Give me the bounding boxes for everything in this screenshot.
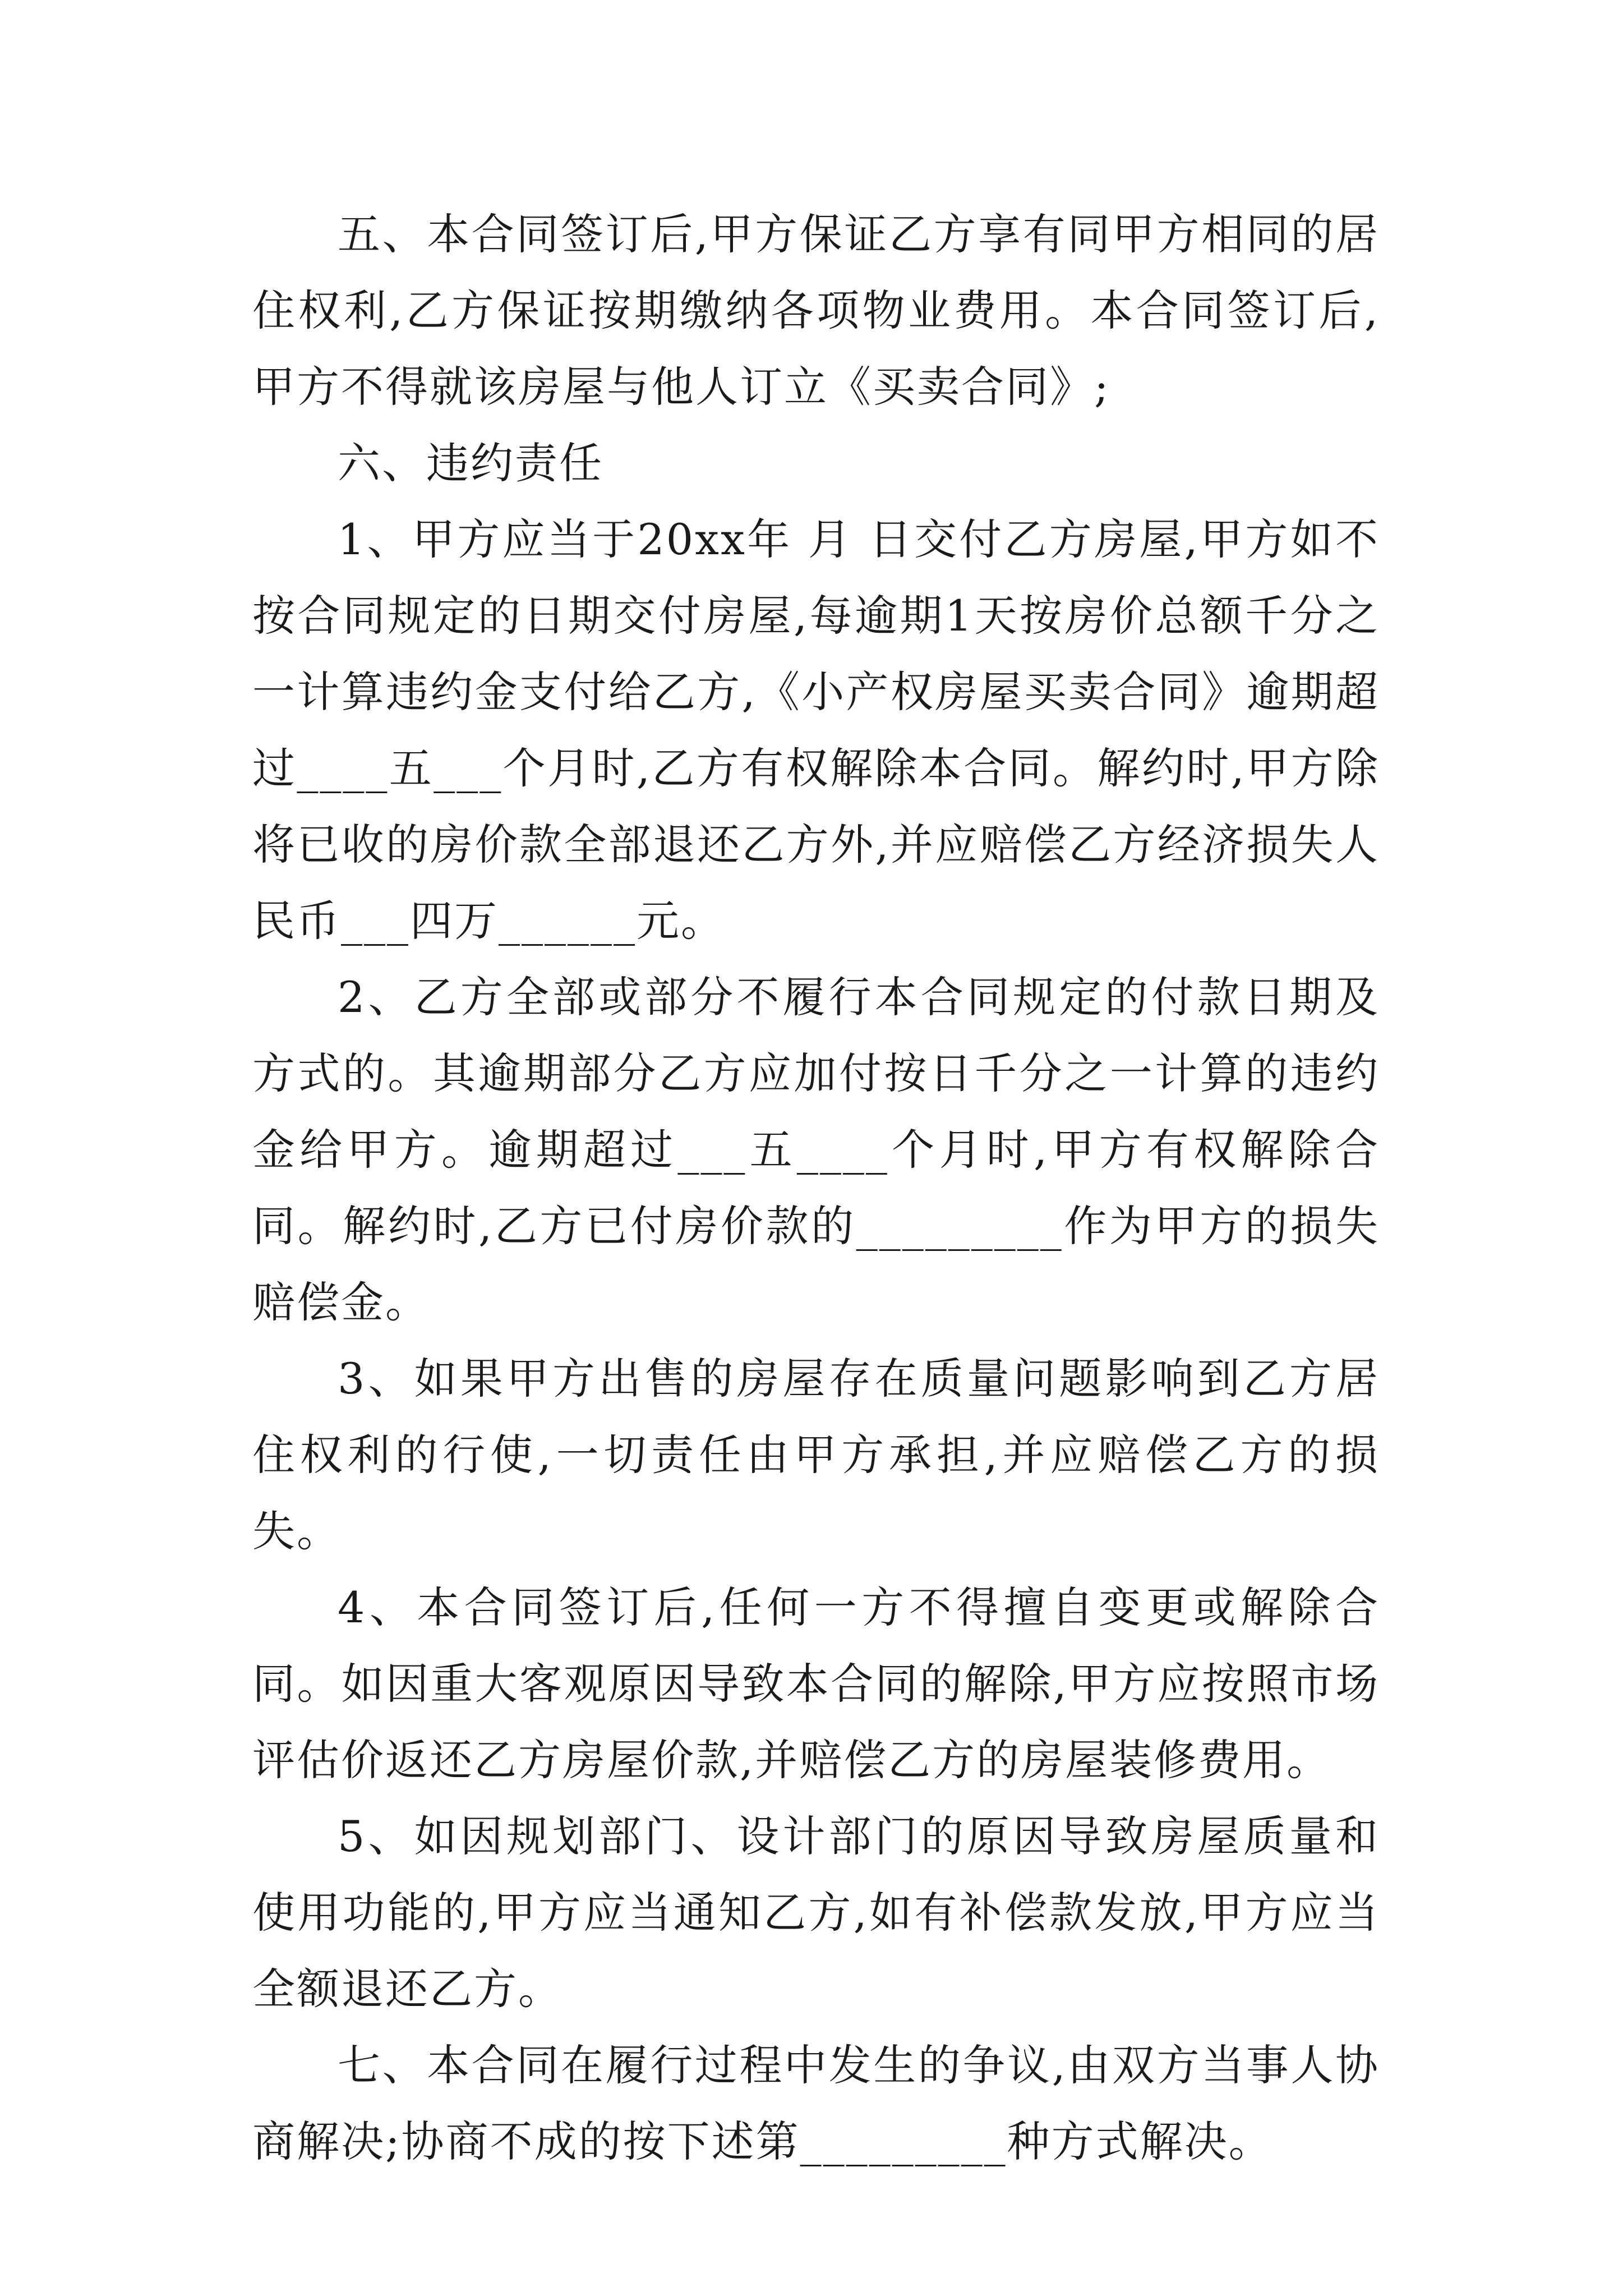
paragraph-clause-2: 2、乙方全部或部分不履行本合同规定的付款日期及方式的。其逾期部分乙方应加付按日千分之一计算的违约金给甲方。逾期超过___五____个月时,甲方有权解除合同。解约时,乙方已付房价款的_________作为甲方的损失赔偿金。: [252, 972, 1380, 1327]
paragraph-clause-1: 1、甲方应当于20xx年 月 日交付乙方房屋,甲方如不按合同规定的日期交付房屋,每逾期1天按房价总额千分之一计算违约金支付给乙方,《小产权房屋买卖合同》逾期超过____五___个月时,乙方有权解除本合同。解约时,甲方除将已收的房价款全部退还乙方外,并应赔偿乙方经济损失人民币___四万______元。: [252, 514, 1380, 946]
paragraph-clause-4: 4、本合同签订后,任何一方不得擅自变更或解除合同。如因重大客观原因导致本合同的解除,甲方应按照市场评估价返还乙方房屋价款,并赔偿乙方的房屋装修费用。: [252, 1582, 1380, 1785]
heading-breach-liability: 六、违约责任: [338, 438, 603, 488]
paragraph-article-5: 五、本合同签订后,甲方保证乙方享有同甲方相同的居住权利,乙方保证按期缴纳各项物业费用。本合同签订后,甲方不得就该房屋与他人订立《买卖合同》;: [252, 209, 1380, 412]
paragraph-article-7: 七、本合同在履行过程中发生的争议,由双方当事人协商解决;协商不成的按下述第_________种方式解决。: [252, 2040, 1380, 2166]
paragraph-clause-5: 5、如因规划部门、设计部门的原因导致房屋质量和使用功能的,甲方应当通知乙方,如有补偿款发放,甲方应当全额退还乙方。: [252, 1811, 1380, 2014]
document-body: [252, 196, 1380, 2180]
paragraph-clause-3: 3、如果甲方出售的房屋存在质量问题影响到乙方居住权利的行使,一切责任由甲方承担,并应赔偿乙方的损失。: [252, 1354, 1380, 1556]
